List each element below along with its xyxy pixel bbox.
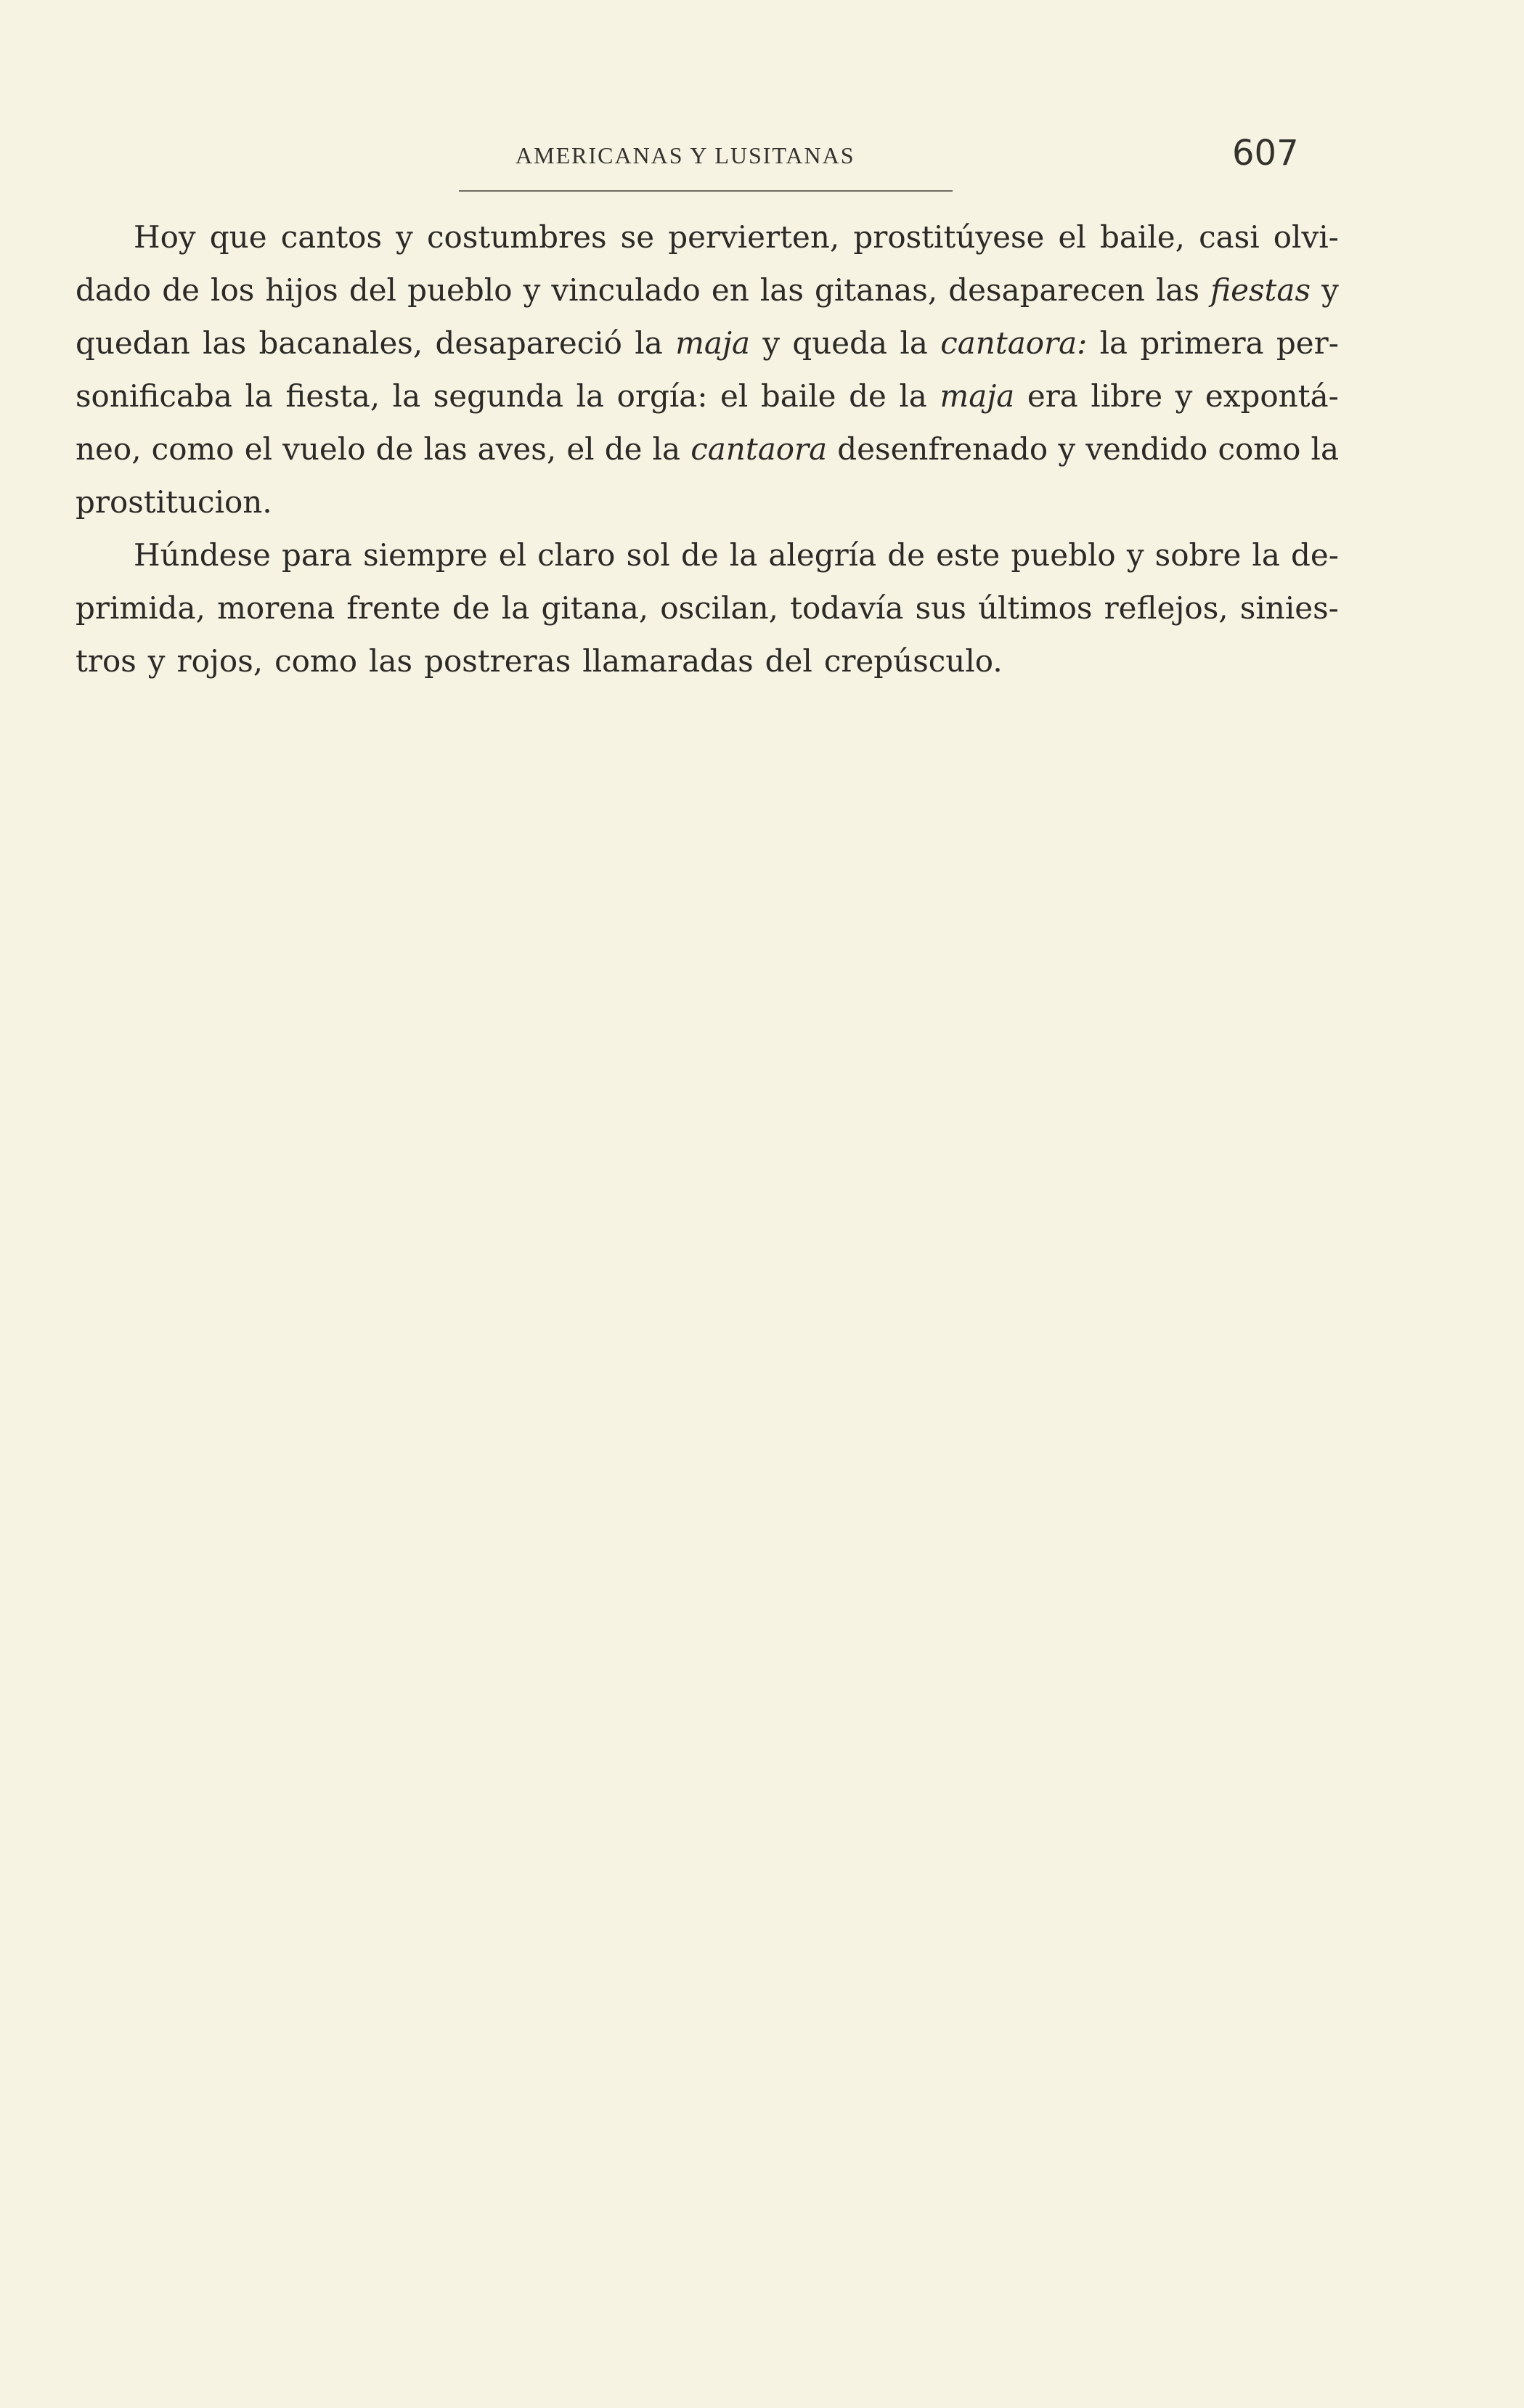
word: sol xyxy=(626,537,670,573)
word: gitanas, xyxy=(814,272,938,308)
word: sus xyxy=(915,590,966,626)
page-number: 607 xyxy=(1232,133,1299,174)
word: las xyxy=(423,431,468,467)
word: hijos xyxy=(265,272,338,308)
word: sobre xyxy=(1154,537,1242,573)
word: como xyxy=(1218,431,1301,467)
word: de xyxy=(452,590,490,626)
word: el xyxy=(720,378,749,414)
word: y xyxy=(762,325,781,361)
word: como xyxy=(274,643,358,679)
word: los xyxy=(211,272,255,308)
word: rojos, xyxy=(176,643,264,679)
word: cantaora: xyxy=(940,325,1088,361)
word: la xyxy=(1099,325,1128,361)
word: pueblo xyxy=(407,272,513,308)
word: todavía xyxy=(790,590,904,626)
word: la xyxy=(245,378,273,414)
word: para xyxy=(281,537,353,573)
word: las xyxy=(369,643,413,679)
word: Hoy xyxy=(134,219,196,255)
word: llamaradas xyxy=(582,643,754,679)
word: tros xyxy=(76,643,136,679)
text-line xyxy=(76,634,1339,687)
word: el xyxy=(566,431,595,467)
word: vuelo xyxy=(282,431,366,467)
text-line xyxy=(76,211,1339,264)
word: dado xyxy=(76,272,152,308)
word: fiestas xyxy=(1210,272,1311,308)
word: el xyxy=(1058,219,1086,255)
word: per- xyxy=(1276,325,1339,361)
word: de xyxy=(604,431,643,467)
word: en xyxy=(711,272,749,308)
word: la xyxy=(900,325,928,361)
word: del xyxy=(349,272,396,308)
word: Húndese xyxy=(134,537,271,573)
text-line xyxy=(76,423,1339,476)
text-line xyxy=(76,476,1339,528)
word: primida, xyxy=(76,590,205,626)
word: pervierten, xyxy=(668,219,840,255)
word: era xyxy=(1027,378,1078,414)
word: como xyxy=(151,431,235,467)
word: las xyxy=(203,325,247,361)
word: y xyxy=(1175,378,1193,414)
word: queda xyxy=(792,325,888,361)
word: frente xyxy=(346,590,441,626)
word: sinies- xyxy=(1239,590,1339,626)
text-line xyxy=(76,581,1339,634)
word: desenfrenado xyxy=(837,431,1048,467)
word: de xyxy=(680,537,719,573)
word: segunda xyxy=(433,378,564,414)
word: la xyxy=(635,325,663,361)
word: de- xyxy=(1290,537,1339,573)
word: baile xyxy=(760,378,836,414)
word: prostitúyese xyxy=(853,219,1045,255)
word: prostitucion. xyxy=(76,484,272,520)
word: que xyxy=(209,219,267,255)
word: se xyxy=(620,219,655,255)
word: crepúsculo. xyxy=(823,643,1003,679)
word: de xyxy=(162,272,200,308)
word: fiesta, xyxy=(285,378,380,414)
word: y xyxy=(1058,431,1076,467)
word: alegría xyxy=(768,537,877,573)
word: sonificaba xyxy=(76,378,232,414)
word: vendido xyxy=(1085,431,1208,467)
word: la xyxy=(501,590,530,626)
word: y xyxy=(396,219,413,255)
word: desaparecen xyxy=(948,272,1145,308)
word: de xyxy=(375,431,414,467)
word: últimos xyxy=(977,590,1093,626)
word: la xyxy=(392,378,421,414)
word: pueblo xyxy=(1011,537,1116,573)
word: este xyxy=(936,537,1001,573)
header-rule xyxy=(459,190,953,192)
word: quedan xyxy=(76,325,190,361)
word: bacanales, xyxy=(258,325,423,361)
body-text xyxy=(76,211,1339,687)
word: la xyxy=(652,431,681,467)
word: oscilan, xyxy=(660,590,778,626)
word: de xyxy=(887,537,925,573)
word: morena xyxy=(217,590,335,626)
word: libre xyxy=(1091,378,1163,414)
word: la xyxy=(899,378,927,414)
word: de xyxy=(849,378,887,414)
text-line xyxy=(76,317,1339,370)
word: costumbres xyxy=(427,219,607,255)
word: reflejos, xyxy=(1104,590,1228,626)
text-line xyxy=(76,528,1339,581)
word: maja xyxy=(940,378,1015,414)
running-title: AMERICANAS Y LUSITANAS xyxy=(516,142,855,168)
word: el xyxy=(244,431,273,467)
word: claro xyxy=(537,537,616,573)
word: casi xyxy=(1199,219,1260,255)
word: y xyxy=(523,272,541,308)
word: maja xyxy=(675,325,751,361)
word: vinculado xyxy=(551,272,701,308)
word: olvi- xyxy=(1273,219,1339,255)
word: expontá- xyxy=(1205,378,1339,414)
word: aves, xyxy=(477,431,557,467)
word: cantos xyxy=(280,219,383,255)
word: la xyxy=(576,378,605,414)
word: postreras xyxy=(424,643,571,679)
word: la xyxy=(1252,537,1280,573)
word: neo, xyxy=(76,431,142,467)
word: las xyxy=(1156,272,1200,308)
word: las xyxy=(759,272,804,308)
word: primera xyxy=(1140,325,1264,361)
word: la xyxy=(1311,431,1339,467)
word: baile, xyxy=(1099,219,1185,255)
word: y xyxy=(147,643,166,679)
word: cantaora xyxy=(690,431,828,467)
word: el xyxy=(498,537,527,573)
word: la xyxy=(729,537,758,573)
text-line xyxy=(76,264,1339,317)
word: desapareció xyxy=(435,325,622,361)
word: del xyxy=(765,643,812,679)
text-line xyxy=(76,370,1339,423)
word: y xyxy=(1126,537,1144,573)
word: y xyxy=(1321,272,1339,308)
word: orgía: xyxy=(616,378,708,414)
word: gitana, xyxy=(541,590,649,626)
word: siempre xyxy=(363,537,488,573)
